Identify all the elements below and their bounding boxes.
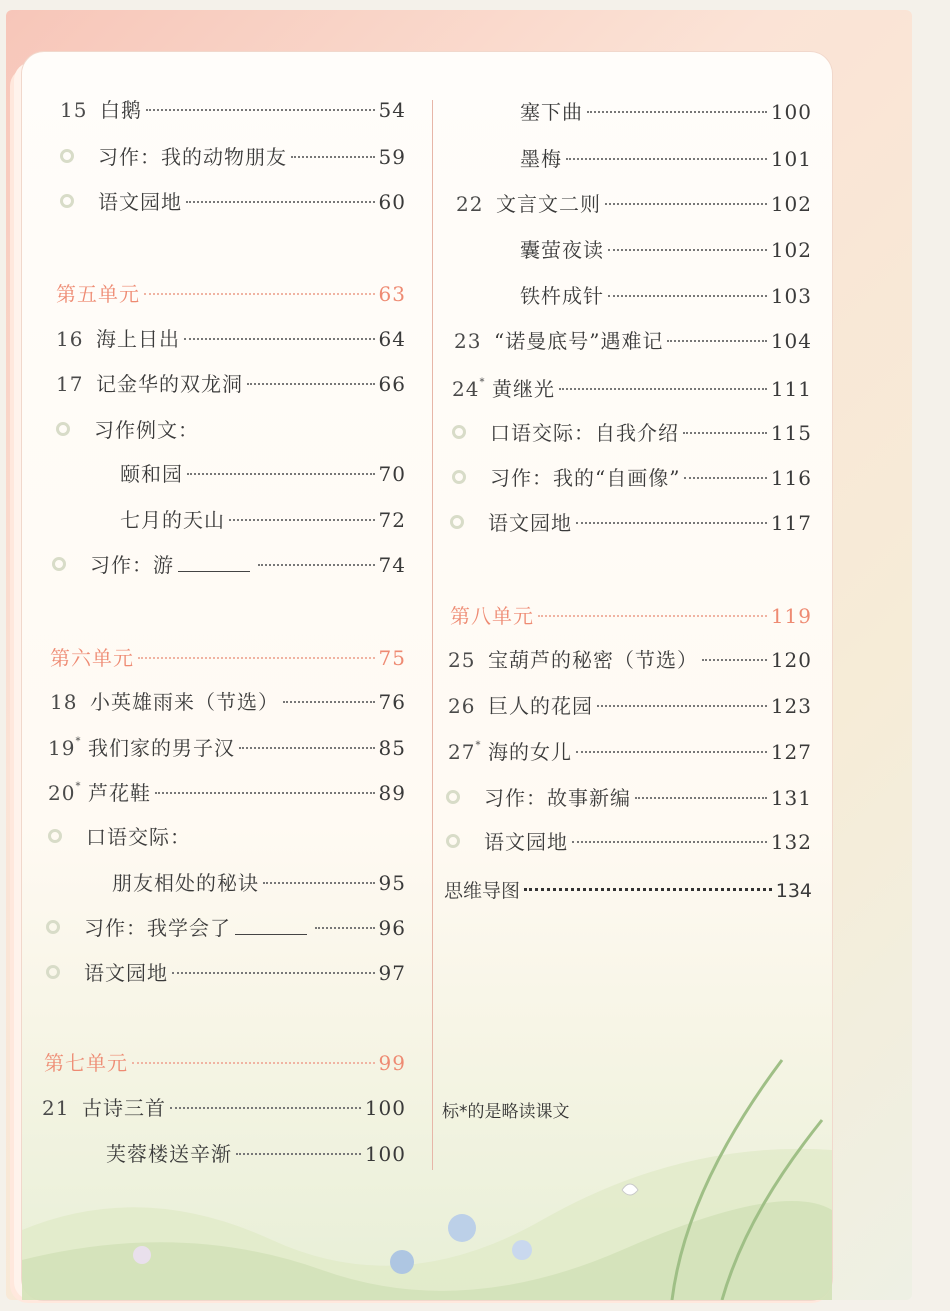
entry-title: 七月的天山 bbox=[120, 508, 225, 532]
page-number: 117 bbox=[770, 511, 812, 535]
entry-title: 颐和园 bbox=[120, 462, 183, 486]
toc-entry bbox=[48, 821, 406, 850]
circle-bullet-icon bbox=[52, 557, 66, 571]
entry-title: 塞下曲 bbox=[520, 100, 583, 124]
toc-entry bbox=[452, 373, 812, 402]
page-number: 75 bbox=[378, 646, 406, 670]
unit-heading bbox=[44, 1047, 406, 1076]
toc-entry bbox=[456, 280, 812, 309]
unit-heading bbox=[50, 642, 406, 671]
dot-leader bbox=[172, 972, 375, 974]
lesson-number: 19* bbox=[48, 736, 82, 760]
toc-entry bbox=[456, 96, 812, 125]
dot-leader bbox=[524, 888, 772, 891]
dot-leader bbox=[146, 109, 375, 111]
toc-entry bbox=[452, 417, 812, 446]
entry-title: 记金华的双龙洞 bbox=[96, 372, 243, 396]
entry-title: 白鹅 bbox=[100, 98, 142, 122]
dot-leader bbox=[538, 615, 767, 617]
page-number: 74 bbox=[378, 553, 406, 577]
circle-bullet-icon bbox=[452, 425, 466, 439]
fill-in-blank bbox=[235, 918, 307, 935]
dot-leader bbox=[291, 156, 375, 158]
toc-entry bbox=[450, 507, 812, 536]
entry-title: 习作：故事新编 bbox=[484, 786, 631, 810]
page-number: 70 bbox=[378, 462, 406, 486]
entry-title: 古诗三首 bbox=[82, 1096, 166, 1120]
footnote: 标*的是略读课文 bbox=[442, 1102, 570, 1122]
toc-entry bbox=[50, 686, 406, 715]
toc-entry bbox=[42, 1092, 406, 1121]
entry-title: 芙蓉楼送辛渐 bbox=[106, 1142, 232, 1166]
entry-title: 铁杵成针 bbox=[520, 284, 604, 308]
circle-bullet-icon bbox=[450, 515, 464, 529]
page-number: 132 bbox=[770, 830, 812, 854]
toc-entry bbox=[48, 732, 406, 761]
circle-bullet-icon bbox=[48, 829, 62, 843]
skim-star: * bbox=[475, 740, 482, 751]
dot-leader bbox=[683, 432, 767, 434]
toc-entry bbox=[48, 777, 406, 806]
toc-entry bbox=[60, 94, 406, 123]
lesson-number: 16 bbox=[56, 327, 84, 351]
dot-leader bbox=[138, 657, 375, 659]
entry-title: 囊萤夜读 bbox=[520, 238, 604, 262]
circle-bullet-icon bbox=[56, 422, 70, 436]
column-divider bbox=[432, 100, 433, 1170]
dot-leader bbox=[132, 1062, 375, 1064]
entry-title: 朋友相处的秘诀 bbox=[112, 871, 259, 895]
dot-leader bbox=[572, 841, 767, 843]
lesson-number: 17 bbox=[56, 372, 84, 396]
toc-entry bbox=[448, 736, 812, 765]
page-number: 60 bbox=[378, 190, 406, 214]
lesson-number: 27* bbox=[448, 740, 482, 764]
page-number: 119 bbox=[770, 604, 812, 628]
dot-leader bbox=[684, 477, 766, 479]
page-number: 89 bbox=[378, 781, 406, 805]
lesson-number: 20* bbox=[48, 781, 82, 805]
entry-title: 文言文二则 bbox=[496, 192, 601, 216]
circle-bullet-icon bbox=[452, 470, 466, 484]
entry-title: 第六单元 bbox=[50, 646, 134, 670]
toc-entry bbox=[446, 782, 812, 811]
page-number: 99 bbox=[378, 1051, 406, 1075]
page-number: 97 bbox=[378, 961, 406, 985]
dot-leader bbox=[239, 747, 375, 749]
toc-entry bbox=[454, 325, 812, 354]
entry-title: 我们家的男子汉 bbox=[88, 736, 235, 760]
entry-title: 第七单元 bbox=[44, 1051, 128, 1075]
page-number: 59 bbox=[378, 145, 406, 169]
dot-leader bbox=[605, 203, 767, 205]
toc-entry bbox=[52, 549, 406, 578]
entry-title: 黄继光 bbox=[492, 377, 555, 401]
fill-in-blank bbox=[178, 555, 250, 572]
lesson-number: 21 bbox=[42, 1096, 70, 1120]
entry-title: 口语交际： bbox=[86, 825, 191, 849]
page-number: 76 bbox=[378, 690, 406, 714]
unit-heading bbox=[56, 278, 406, 307]
toc-entry bbox=[448, 690, 812, 719]
entry-title: 语文园地 bbox=[98, 190, 182, 214]
entry-title: 习作例文： bbox=[94, 418, 199, 442]
entry-title: 习作：我的“自画像” bbox=[490, 466, 681, 490]
entry-title: 习作：我学会了 bbox=[84, 916, 231, 940]
skim-star: * bbox=[75, 781, 82, 792]
dot-leader bbox=[144, 293, 375, 295]
lesson-number: 23 bbox=[454, 329, 482, 353]
toc-entry bbox=[46, 957, 406, 986]
dot-leader bbox=[263, 882, 375, 884]
dot-leader bbox=[283, 701, 375, 703]
page-number: 96 bbox=[378, 916, 406, 940]
toc-entry bbox=[60, 186, 406, 215]
dot-leader bbox=[635, 797, 767, 799]
entry-title: 思维导图 bbox=[444, 880, 521, 902]
dot-leader bbox=[186, 201, 375, 203]
lesson-number: 22 bbox=[456, 192, 484, 216]
dot-leader bbox=[229, 519, 375, 521]
entry-title: 语文园地 bbox=[488, 511, 572, 535]
toc-entry bbox=[448, 644, 812, 673]
entry-title: 芦花鞋 bbox=[88, 781, 151, 805]
dot-leader bbox=[559, 388, 767, 390]
page-number: 104 bbox=[770, 329, 812, 353]
entry-title: 墨梅 bbox=[520, 147, 562, 171]
dot-leader bbox=[187, 473, 375, 475]
circle-bullet-icon bbox=[46, 965, 60, 979]
entry-title: 语文园地 bbox=[484, 830, 568, 854]
dot-leader bbox=[587, 111, 767, 113]
page-number: 115 bbox=[770, 421, 812, 445]
lesson-number: 18 bbox=[50, 690, 78, 714]
entry-title: 语文园地 bbox=[84, 961, 168, 985]
entry-title: “诺曼底号”遇难记 bbox=[494, 329, 664, 353]
dot-leader bbox=[608, 295, 767, 297]
page-number: 103 bbox=[770, 284, 812, 308]
toc-entry bbox=[56, 414, 406, 443]
dot-leader bbox=[236, 1153, 361, 1155]
dot-leader bbox=[170, 1107, 361, 1109]
circle-bullet-icon bbox=[446, 834, 460, 848]
dot-leader bbox=[576, 522, 767, 524]
dot-leader bbox=[258, 564, 375, 566]
entry-title: 巨人的花园 bbox=[488, 694, 593, 718]
lesson-number: 15 bbox=[60, 98, 88, 122]
entry-title: 习作：我的动物朋友 bbox=[98, 145, 287, 169]
page-number: 123 bbox=[770, 694, 812, 718]
skim-star: * bbox=[75, 736, 82, 747]
circle-bullet-icon bbox=[46, 920, 60, 934]
page-number: 100 bbox=[364, 1142, 406, 1166]
page-number: 100 bbox=[364, 1096, 406, 1120]
entry-title: 小英雄雨来（节选） bbox=[90, 690, 279, 714]
toc-entry bbox=[60, 141, 406, 170]
dot-leader bbox=[702, 659, 767, 661]
lesson-number: 25 bbox=[448, 648, 476, 672]
entry-title: 海上日出 bbox=[96, 327, 180, 351]
page-number: 120 bbox=[770, 648, 812, 672]
page-number: 64 bbox=[378, 327, 406, 351]
page-number: 101 bbox=[770, 147, 812, 171]
page-number: 95 bbox=[378, 871, 406, 895]
dot-leader bbox=[315, 927, 375, 929]
circle-bullet-icon bbox=[60, 194, 74, 208]
entry-title: 宝葫芦的秘密（节选） bbox=[488, 648, 698, 672]
entry-title: 第八单元 bbox=[450, 604, 534, 628]
toc-entry bbox=[48, 867, 406, 896]
toc-entry bbox=[42, 1138, 406, 1167]
toc-entry bbox=[456, 188, 812, 217]
toc-entry bbox=[456, 234, 812, 263]
toc-entry bbox=[56, 504, 406, 533]
toc-entry bbox=[56, 323, 406, 352]
page-number: 131 bbox=[770, 786, 812, 810]
dot-leader bbox=[566, 158, 767, 160]
dot-leader bbox=[155, 792, 375, 794]
circle-bullet-icon bbox=[446, 790, 460, 804]
entry-title: 口语交际：自我介绍 bbox=[490, 421, 679, 445]
lesson-number: 24* bbox=[452, 377, 486, 401]
page-number: 116 bbox=[770, 466, 812, 490]
entry-title: 第五单元 bbox=[56, 282, 140, 306]
toc-entry bbox=[56, 458, 406, 487]
dot-leader bbox=[184, 338, 375, 340]
dot-leader bbox=[247, 383, 375, 385]
entry-title: 习作：游 bbox=[90, 553, 174, 577]
page-number: 63 bbox=[378, 282, 406, 306]
page-number: 66 bbox=[378, 372, 406, 396]
page-number: 100 bbox=[770, 100, 812, 124]
dot-leader bbox=[597, 705, 767, 707]
unit-heading bbox=[450, 600, 812, 629]
toc-entry bbox=[452, 462, 812, 491]
entry-title: 海的女儿 bbox=[488, 740, 572, 764]
page-number: 54 bbox=[378, 98, 406, 122]
page-number: 85 bbox=[378, 736, 406, 760]
toc-entry bbox=[46, 912, 406, 941]
toc-entry bbox=[456, 143, 812, 172]
page-number: 111 bbox=[770, 377, 812, 401]
page-number: 102 bbox=[770, 192, 812, 216]
toc-entry bbox=[446, 826, 812, 855]
circle-bullet-icon bbox=[60, 149, 74, 163]
page-number: 72 bbox=[378, 508, 406, 532]
dot-leader bbox=[608, 249, 767, 251]
toc-entry bbox=[444, 876, 812, 903]
dot-leader bbox=[667, 340, 766, 342]
page-number: 127 bbox=[770, 740, 812, 764]
page-number: 102 bbox=[770, 238, 812, 262]
toc-entry bbox=[56, 368, 406, 397]
lesson-number: 26 bbox=[448, 694, 476, 718]
dot-leader bbox=[576, 751, 767, 753]
skim-star: * bbox=[479, 377, 486, 388]
page-number: 134 bbox=[775, 880, 812, 902]
